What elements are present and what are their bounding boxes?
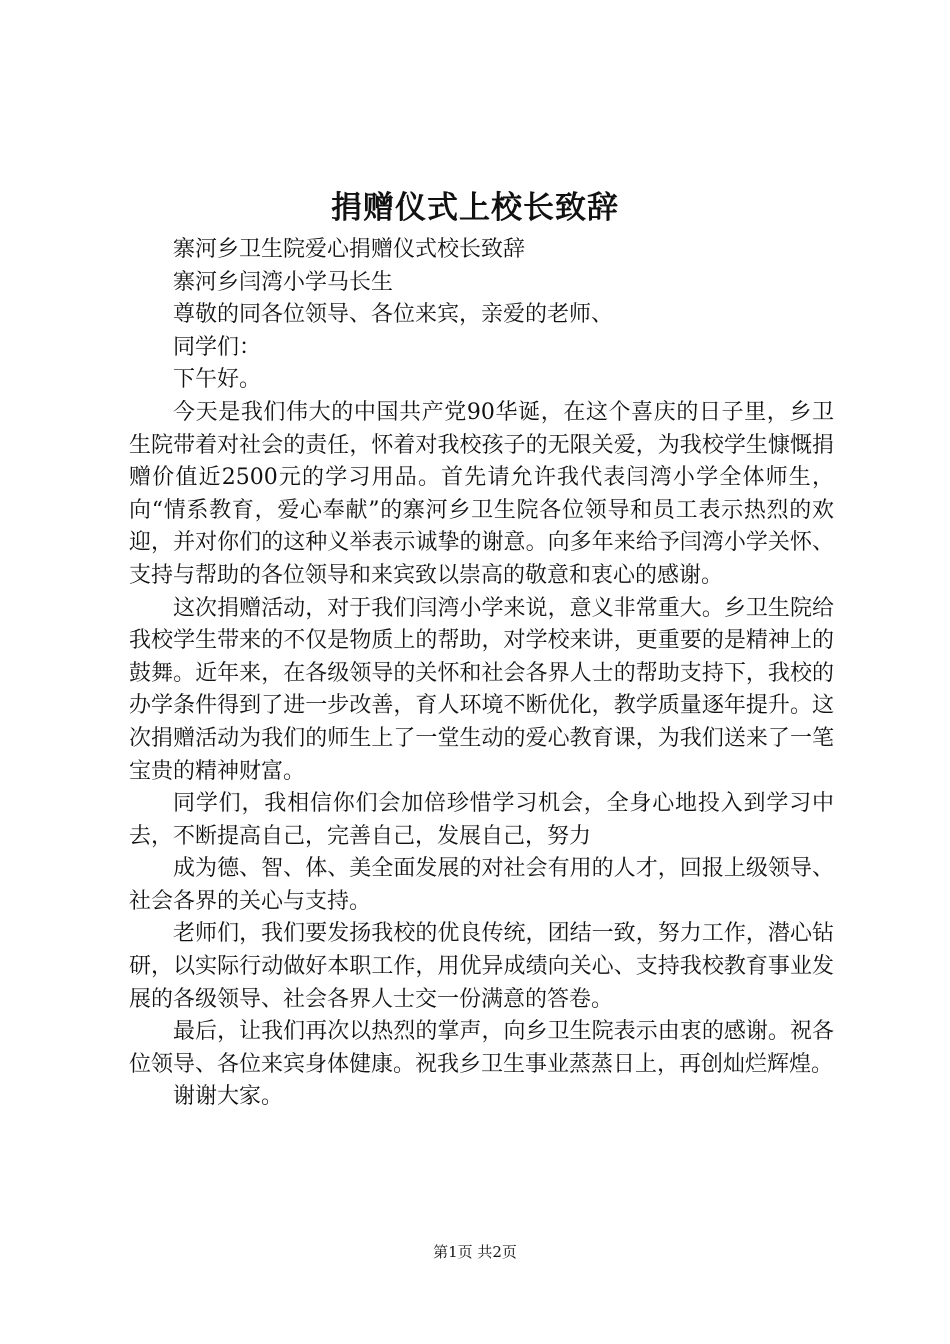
paragraph: 同学们，我相信你们会加倍珍惜学习机会，全身心地投入到学习中去，不断提高自己，完善自己，发展自己，努力: [129, 791, 834, 849]
paragraph: 这次捐赠活动，对于我们闫湾小学来说，意义非常重大。乡卫生院给我校学生带来的不仅是物质上的帮助，对学校来讲，更重要的是精神上的鼓舞。近年来，在各级领导的关怀和社会各界人士的帮助支持下，我校的办学条件得到了进一步改善，育人环境不断优化，教学质量逐年提升。这次捐赠活动为我们的师生上了一堂生动的爱心教育课，为我们送来了一笔宝贵的精神财富。: [129, 595, 834, 784]
paragraph: 下午好。: [173, 367, 262, 393]
page-footer: 第1页 共2页: [433, 1243, 517, 1261]
document-title: 捐赠仪式上校长致辞: [331, 190, 619, 226]
document-body: [129, 234, 834, 1114]
paragraph: 今天是我们伟大的中国共产党90华诞，在这个喜庆的日子里，乡卫生院带着对社会的责任，怀着对我校孩子的无限关爱，为我校学生慷慨捐赠价值近2500元的学习用品。首先请允许我代表闫湾小学全体师生，向“情系教育，爱心奉献”的寨河乡卫生院各位领导和员工表示热烈的欢迎，并对你们的这种义举表示诚挚的谢意。向多年来给予闫湾小学关怀、支持与帮助的各位领导和来宾致以崇高的敬意和衷心的感谢。: [129, 399, 834, 588]
paragraph: 寨河乡闫湾小学马长生: [173, 269, 394, 295]
paragraph: 成为德、智、体、美全面发展的对社会有用的人才，回报上级领导、社会各界的关心与支持。: [129, 856, 834, 914]
paragraph: 同学们：: [173, 334, 262, 360]
paragraph: 最后，让我们再次以热烈的掌声，向乡卫生院表示由衷的感谢。祝各位领导、各位来宾身体健康。祝我乡卫生事业蒸蒸日上，再创灿烂辉煌。: [129, 1019, 834, 1077]
paragraph: 老师们，我们要发扬我校的优良传统，团结一致，努力工作，潜心钻研，以实际行动做好本职工作，用优异成绩向关心、支持我校教育事业发展的各级领导、社会各界人士交一份满意的答卷。: [129, 921, 834, 1012]
paragraph: 寨河乡卫生院爱心捐赠仪式校长致辞: [173, 237, 526, 262]
paragraph: 尊敬的同各位领导、各位来宾，亲爱的老师、: [173, 302, 614, 328]
paragraph: 谢谢大家。: [173, 1084, 284, 1110]
